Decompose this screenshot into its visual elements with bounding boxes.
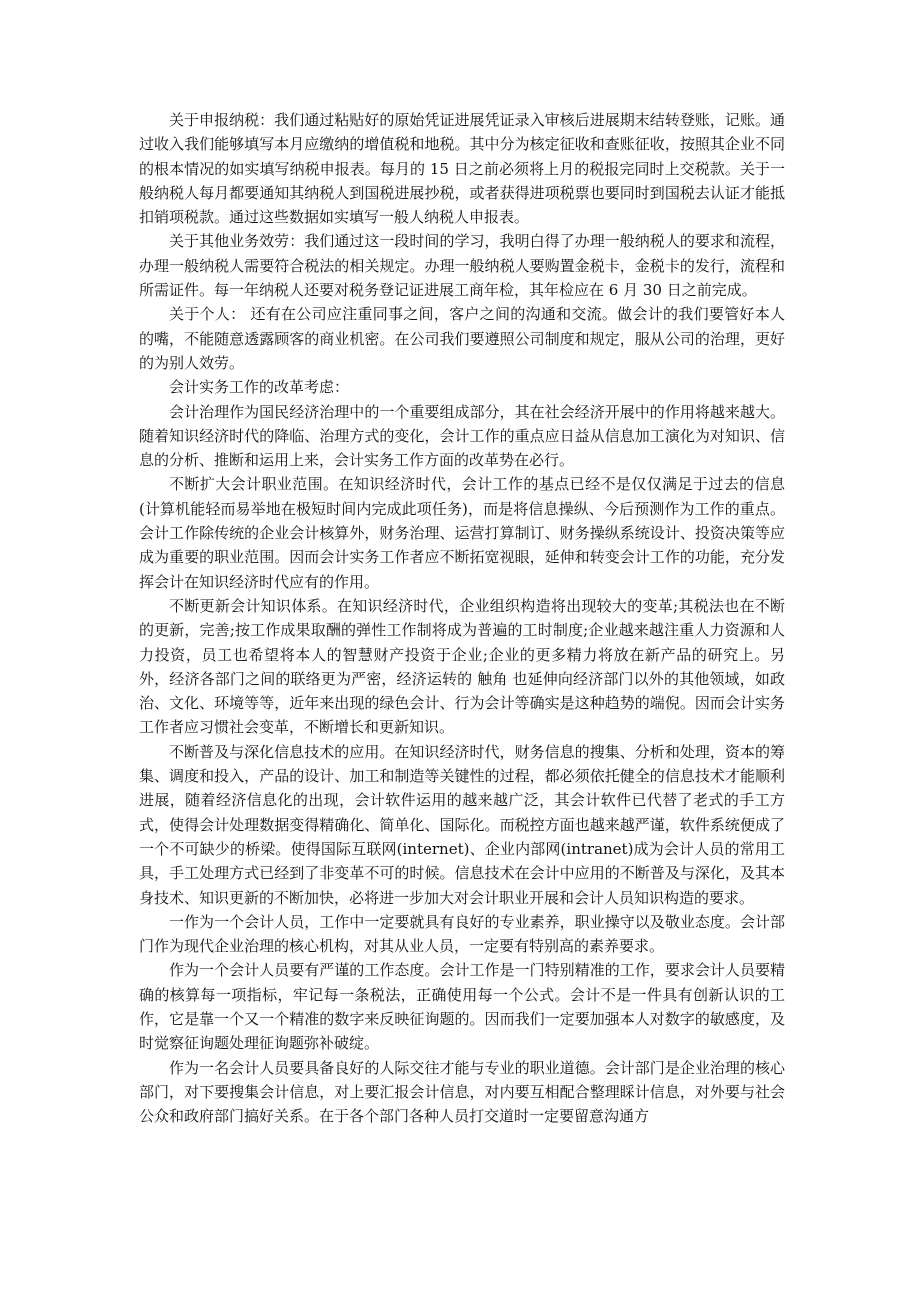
paragraph-expand-scope: 不断扩大会计职业范围。在知识经济时代，会计工作的基点已经不是仅仅满足于过去的信息(计算机能轻而易举地在极短时间内完成此项任务)，而是将信息操纵、今后预测作为工作的重点。会计工作除传统的企业会计核算外，财务治理、运营打算制订、财务操纵系统设计、投资决策等应成为重要的职业范围。因而会计实务工作者应不断拓宽视眼，延伸和转变会计工作的功能，充分发挥会计在知识经济时代应有的作用。 [139, 475, 785, 591]
paragraph-accounting-management: 会计治理作为国民经济治理中的一个重要组成部分，其在社会经济开展中的作用将越来越大。随着知识经济时代的降临、治理方式的变化，会计工作的重点应日益从信息加工演化为对知识、信息的分析、推断和运用上来，会计实务工作方面的改革势在必行。 [139, 402, 785, 470]
paragraph-professional-quality: 一作为一个会计人员，工作中一定要就具有良好的专业素养，职业操守以及敬业态度。会计部门作为现代企业治理的核心机构，对其从业人员，一定要有特别高的素养要求。 [139, 912, 785, 956]
paragraph-update-knowledge: 不断更新会计知识体系。在知识经济时代，企业组织构造将出现较大的变革;其税法也在不断的更新，完善;按工作成果取酬的弹性工作制将成为普遍的工时制度;企业越来越注重人力资源和人力投资，员工也希望将本人的智慧财产投资于企业;企业的更多精力将放在新产品的研究上。另外，经济各部门之间的联络更为严密，经济运转的 触角 也延伸向经济部门以外的其他领域，如政治、文化、环境等等，近年来出现的绿色会计、行为会计等确实是这种趋势的端倪。因而会计实务工作者应习惯社会变革，不断增长和更新知识。 [139, 596, 785, 737]
section-heading-reform: 会计实务工作的改革考虑： [169, 378, 350, 397]
paragraph-other-services: 关于其他业务效劳：我们通过这一段时间的学习，我明白得了办理一般纳税人的要求和流程，办理一般纳税人需要符合税法的相关规定。办理一般纳税人要购置金税卡，金税卡的发行，流程和所需证件。每一年纳税人还要对税务登记证进展工商年检，其年检应在 6 月 30 日之前完成。 [139, 232, 785, 300]
paragraph-personal: 关于个人： 还有在公司应注重同事之间，客户之间的沟通和交流。做会计的我们要管好本人的嘴，不能随意透露顾客的商业机密。在公司我们要遵照公司制度和规定，服从公司的治理，更好的为别人效劳。 [139, 305, 785, 372]
paragraph-tax-filing: 关于申报纳税：我们通过粘贴好的原始凭证进展凭证录入审核后进展期末结转登账，记账。通过收入我们能够填写本月应缴纳的增值税和地税。其中分为核定征收和查账征收，按照其企业不同的根本情况的如实填写纳税申报表。每月的 15 日之前必须将上月的税报完同时上交税款。关于一般纳税人每月都要通知其纳税人到国税进展抄税，或者获得进项税票也要同时到国税去认证才能抵扣销项税款。通过这些数据如实填写一般人纳税人申报表。 [139, 111, 785, 227]
paragraph-interpersonal-skills: 作为一名会计人员要具备良好的人际交往才能与专业的职业道德。会计部门是企业治理的核心部门，对下要搜集会计信息，对上要汇报会计信息，对内要互相配合整理睬计信息，对外要与社会公众和政府部门搞好关系。在于各个部门各种人员打交道时一定要留意沟通方 [139, 1058, 785, 1126]
paragraph-rigorous-attitude: 作为一个会计人员要有严谨的工作态度。会计工作是一门特别精准的工作，要求会计人员要精确的核算每一项指标，牢记每一条税法，正确使用每一个公式。会计不是一件具有创新认识的工作，它是靠一个又一个精准的数字来反映征询题的。因而我们一定要加强本人对数字的敏感度，及时觉察征询题处理征询题弥补破绽。 [139, 961, 785, 1053]
document-body [139, 108, 785, 1128]
paragraph-information-technology: 不断普及与深化信息技术的应用。在知识经济时代，财务信息的搜集、分析和处理，资本的筹集、调度和投入，产品的设计、加工和制造等关键性的过程，都必须依托健全的信息技术才能顺利进展，随着经济信息化的出现，会计软件运用的越来越广泛，其会计软件已代替了老式的手工方式，使得会计处理数据变得精确化、简单化、国际化。而税控方面也越来越严谨，软件系统便成了一个不可缺少的桥梁。使得国际互联网(internet)、企业内部网(intranet)成为会计人员的常用工具，手工处理方式已经到了非变革不可的时候。信息技术在会计中应用的不断普及与深化，及其本身技术、知识更新的不断加快，必将进一步加大对会计职业开展和会计人员知识构造的要求。 [139, 742, 785, 907]
